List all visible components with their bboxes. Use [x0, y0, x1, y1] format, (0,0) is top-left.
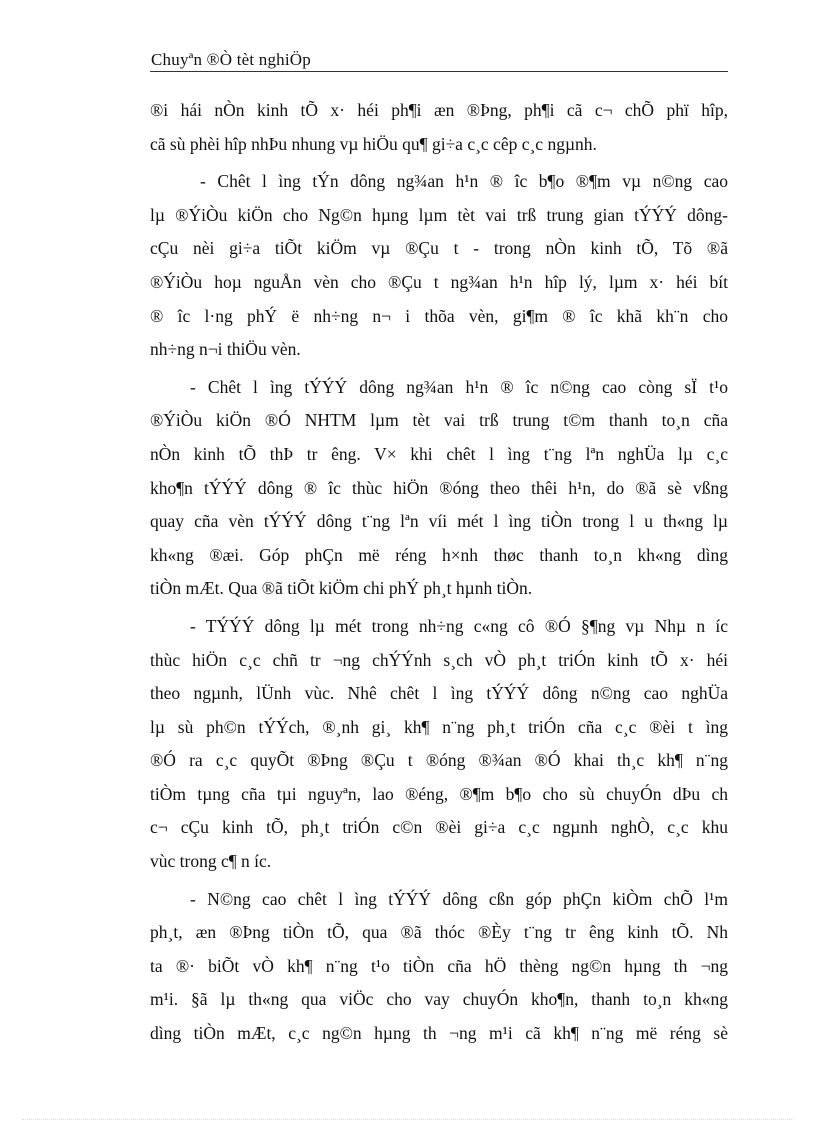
text-line: vùc trong c¶ n íc. [150, 851, 272, 872]
text-line: nh÷ng n¬i thiÖu vèn. [150, 339, 301, 360]
text-line: tiÒn mÆt. Qua ®ã tiÕt kiÖm chi phÝ ph¸t hµnh tiÒn. [150, 578, 533, 599]
text-line: quay cña vèn tÝÝÝ dông t¨ng lªn víi mét l ìng tiÒn trong l u th«ng lµ [150, 511, 728, 532]
text-line: dìng tiÒn mÆt, c¸c ng©n hµng th ¬ng m¹i cã kh¶ n¨ng më réng sè [150, 1023, 728, 1044]
text-line: - N©ng cao chêt l ìng tÝÝÝ dông cßn góp phÇn kiÒm chÕ l¹m [190, 888, 728, 909]
page-bottom-rule [22, 1119, 794, 1120]
paragraph-1 [150, 94, 728, 161]
text-line: - Chêt l ìng tÝÝÝ dông ng¾an h¹n ® îc n©ng cao còng sÏ t¹o [190, 376, 728, 397]
text-line: ta ®· biÕt vÒ kh¶ n¨ng t¹o tiÒn cña hÖ thèng ng©n hµng th ¬ng [150, 955, 728, 976]
text-line: theo ngµnh, lÜnh vùc. Nhê chêt l ìng tÝÝÝ dông n©ng cao nghÜa [150, 683, 728, 704]
text-line: - Chêt l ìng tÝn dông ng¾an h¹n ® îc b¶o ®¶m vµ n©ng cao [200, 171, 728, 192]
text-line: thùc hiÖn c¸c chñ tr ¬ng chÝÝnh s¸ch vÒ ph¸t triÓn kinh tÕ x· héi [150, 649, 728, 670]
text-line: nÒn kinh tÕ thÞ tr êng. V× khi chêt l ìng t¨ng lªn nghÜa lµ c¸c [150, 443, 728, 464]
page-header [150, 49, 728, 72]
text-line: - TÝÝÝ dông lµ mét trong nh÷ng c«ng cô ®Ó §¶ng vµ Nhµ n íc [190, 615, 728, 636]
text-line: ®i hái nÒn kinh tÕ x· héi ph¶i æn ®Þng, ph¶i cã c¬ chÕ phï hîp, [150, 100, 728, 120]
text-line: ® îc l·ng phÝ ë nh÷ng n¬ i thõa vèn, gi¶m ® îc khã kh¨n cho [150, 305, 728, 326]
page-header-title: Chuyªn ®Ò tèt nghiÖp [151, 50, 311, 69]
text-line: m¹i. §ã lµ th«ng qua viÖc cho vay chuyÓn kho¶n, thanh to¸n kh«ng [150, 989, 728, 1010]
paragraph-4 [150, 610, 728, 879]
body-text [150, 94, 728, 1051]
text-line: c¬ cÇu kinh tÕ, ph¸t triÓn c©n ®èi gi÷a c¸c ngµnh nghÒ, c¸c khu [150, 817, 728, 838]
text-line: ®Ó ra c¸c quyÕt ®Þng ®Çu t ®óng ®¾an ®Ó khai th¸c kh¶ n¨ng [150, 750, 728, 771]
text-line: ®ÝiÒu kiÖn ®Ó NHTM lµm tèt vai trß trung t©m thanh to¸n cña [150, 410, 728, 431]
text-line: cÇu nèi gi÷a tiÕt kiÖm vµ ®Çu t - trong nÒn kinh tÕ, Tõ ®ã [150, 238, 728, 259]
paragraph-3 [150, 371, 728, 606]
text-line: lµ sù ph©n tÝÝch, ®¸nh gi¸ kh¶ n¨ng ph¸t triÓn cña c¸c ®èi t ìng [150, 716, 728, 737]
text-line: ph¸t, æn ®Þng tiÒn tÕ, qua ®ã thóc ®Èy t¨ng tr êng kinh tÕ. Nh [150, 922, 728, 943]
text-line: ®ÝiÒu hoµ nguÅn vèn cho ®Çu t ng¾an h¹n hîp lý, lµm x· héi bít [150, 271, 728, 292]
text-line: kho¶n tÝÝÝ dông ® îc thùc hiÖn ®óng theo thêi h¹n, do ®ã sè vßng [150, 477, 728, 498]
paragraph-5 [150, 883, 728, 1051]
text-line: cã sù phèi hîp nhÞu nhung vµ hiÖu qu¶ gi÷a c¸c cêp c¸c ngµnh. [150, 133, 597, 154]
text-line: lµ ®ÝiÒu kiÖn cho Ng©n hµng lµm tèt vai trß trung gian tÝÝÝ dông- [150, 204, 728, 225]
text-line: tiÒm tµng cña tµi nguyªn, lao ®éng, ®¶m b¶o cho sù chuyÓn dÞu ch [150, 783, 728, 804]
paragraph-2 [150, 165, 728, 367]
text-line: kh«ng ®æi. Góp phÇn më réng h×nh thøc thanh to¸n kh«ng dìng [150, 544, 728, 565]
